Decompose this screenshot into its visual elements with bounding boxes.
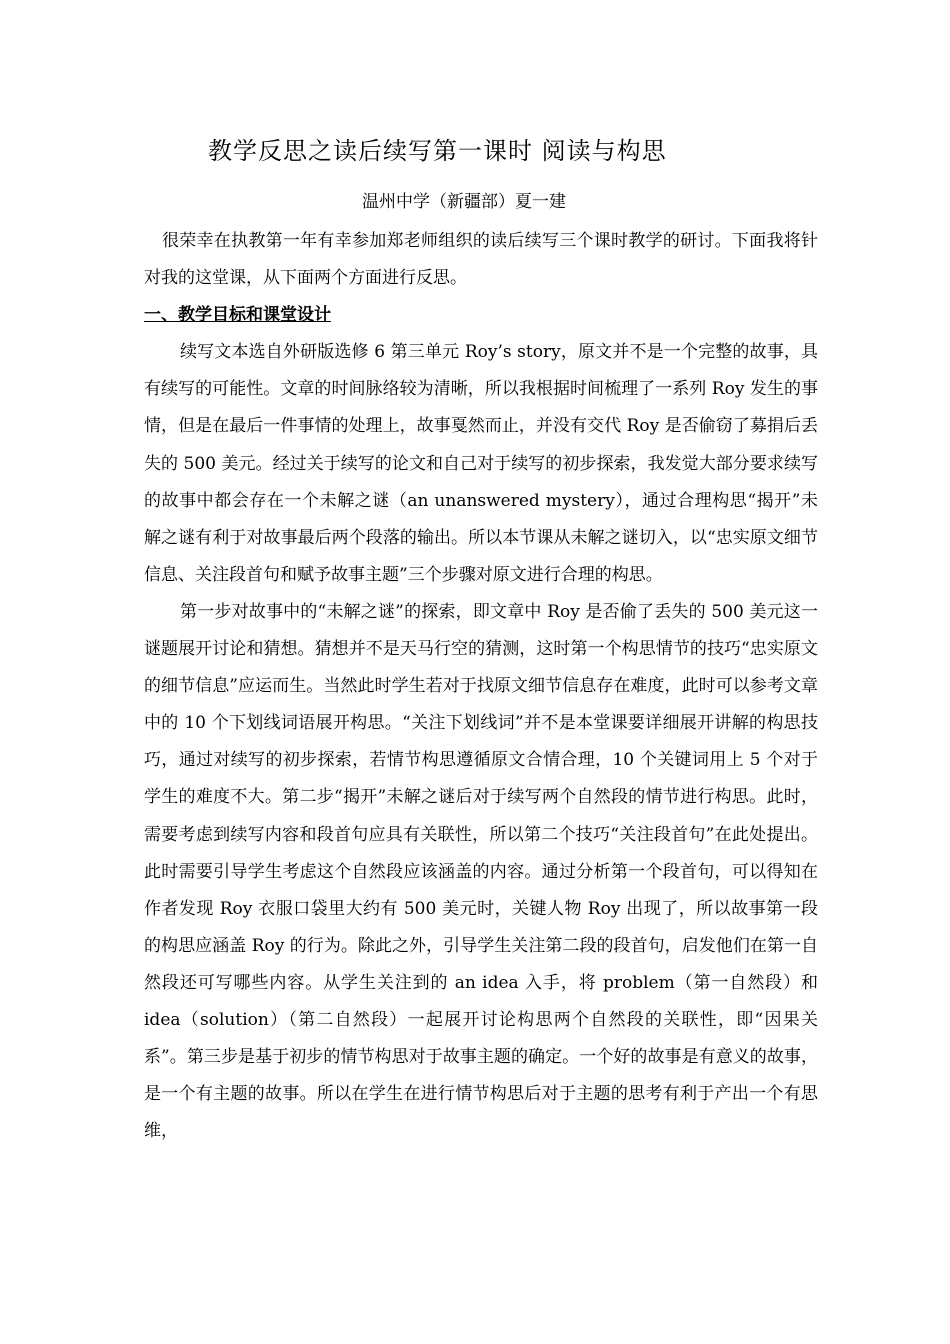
document-title: 教学反思之读后续写第一课时 阅读与构思 xyxy=(208,137,667,165)
intro-paragraph: 很荣幸在执教第一年有幸参加郑老师组织的读后续写三个课时教学的研讨。下面我将针对我的这堂课，从下面两个方面进行反思。 xyxy=(144,231,818,289)
section-heading xyxy=(144,297,818,334)
section-heading-text: 一、教学目标和课堂设计 xyxy=(144,305,331,326)
body-paragraph: 第一步对故事中的“未解之谜”的探索，即文章中 Roy 是否偷了丢失的 500 美元这一谜题展开讨论和猜想。猜想并不是天马行空的猜测，这时第一个构思情节的技巧“忠实原文的细节信息”应运而生。当然此时学生若对于找原文细节信息存在难度，此时可以参考文章中的 10 个下划线词语展开构思。“关注下划线词”并不是本堂课要详细展开讲解的构思技巧，通过对续写的初步探索，若情节构思遵循原文合情合理，10 个关键词用上 5 个对于学生的难度不大。第二步“揭开”未解之谜后对于续写两个自然段的情节进行构思。此时，需要考虑到续写内容和段首句应具有关联性，所以第二个技巧“关注段首句”在此处提出。此时需要引导学生考虑这个自然段应该涵盖的内容。通过分析第一个段首句，可以得知在作者发现 Roy 衣服口袋里大约有 500 美元时，关键人物 Roy 出现了，所以故事第一段的构思应涵盖 Roy 的行为。除此之外，引导学生关注第二段的段首句，启发他们在第一自然段还可写哪些内容。从学生关注到的 an idea 入手，将 problem（第一自然段）和 idea（solution）（第二自然段）一起展开讨论构思两个自然段的关联性，即“因果关系”。第三步是基于初步的情节构思对于故事主题的确定。一个好的故事是有意义的故事，是一个有主题的故事。所以在学生在进行情节构思后对于主题的思考有利于产出一个有思维， xyxy=(144,601,818,1142)
document-body xyxy=(144,223,818,1150)
document-author: 温州中学（新疆部）夏一建 xyxy=(362,192,566,212)
body-paragraph: 续写文本选自外研版选修 6 第三单元 Roy’s story，原文并不是一个完整的故事，具有续写的可能性。文章的时间脉络较为清晰，所以我根据时间梳理了一系列 Roy 发生的事情，但是在最后一件事情的处理上，故事戛然而止，并没有交代 Roy 是否偷窃了募捐后丢失的 500 美元。经过关于续写的论文和自己对于续写的初步探索，我发觉大部分要求续写的故事中都会存在一个未解之谜（an unanswered mystery），通过合理构思“揭开”未解之谜有利于对故事最后两个段落的输出。所以本节课从未解之谜切入，以“忠实原文细节信息、关注段首句和赋予故事主题”三个步骤对原文进行合理的构思。 xyxy=(144,342,818,585)
